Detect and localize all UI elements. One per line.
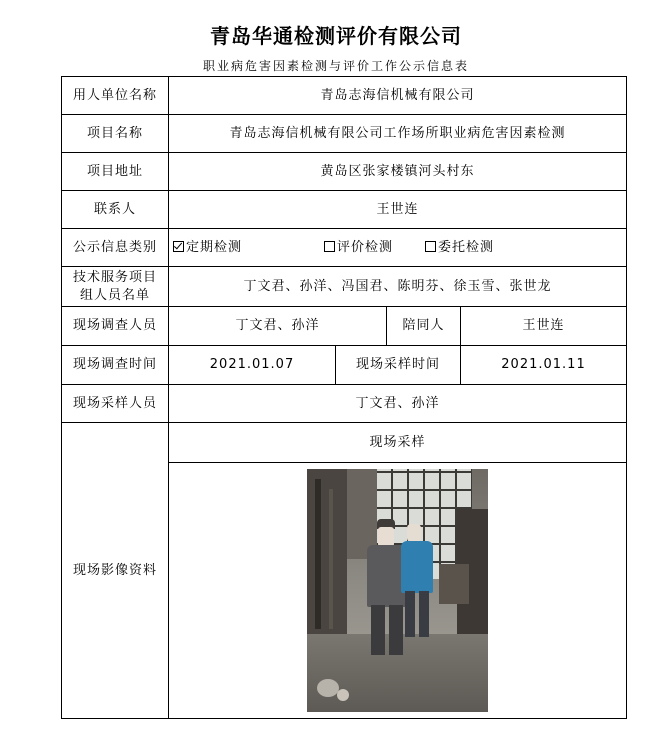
category-row bbox=[62, 229, 627, 267]
contact-value: 王世连 bbox=[169, 191, 627, 229]
document-title: 职业病危害因素检测与评价工作公示信息表 bbox=[202, 59, 469, 73]
option-commissioned-label: 委托检测 bbox=[438, 239, 495, 255]
team-label bbox=[62, 267, 169, 307]
employer-row bbox=[62, 77, 627, 115]
team-label-line2: 组人员名单 bbox=[79, 287, 150, 303]
option-commissioned[interactable] bbox=[425, 239, 494, 257]
project-address-row bbox=[62, 153, 627, 191]
site-sampling-photo bbox=[307, 469, 488, 712]
category-options bbox=[169, 229, 627, 267]
project-address-value: 黄岛区张家楼镇河头村东 bbox=[169, 153, 627, 191]
survey-staff-label: 现场调查人员 bbox=[62, 307, 169, 346]
sampling-staff-value: 丁文君、孙洋 bbox=[169, 385, 627, 423]
contact-label: 联系人 bbox=[62, 191, 169, 229]
sampling-time-value: 2021.01.11 bbox=[461, 346, 627, 385]
team-label-line1: 技术服务项目 bbox=[72, 269, 157, 285]
project-name-row bbox=[62, 115, 627, 153]
employer-value: 青岛志海信机械有限公司 bbox=[169, 77, 627, 115]
survey-staff-value: 丁文君、孙洋 bbox=[169, 307, 387, 346]
checkbox-checked-icon[interactable] bbox=[173, 241, 184, 252]
team-value: 丁文君、孙洋、冯国君、陈明芬、徐玉雪、张世龙 bbox=[169, 267, 627, 307]
option-periodic[interactable] bbox=[173, 239, 242, 257]
project-name-label: 项目名称 bbox=[62, 115, 169, 153]
team-row bbox=[62, 267, 627, 307]
escort-label: 陪同人 bbox=[387, 307, 461, 346]
images-caption: 现场采样 bbox=[169, 423, 627, 463]
option-evaluation[interactable] bbox=[324, 239, 393, 257]
option-periodic-label: 定期检测 bbox=[186, 239, 243, 255]
company-title: 青岛华通检测评价有限公司 bbox=[210, 24, 462, 48]
images-caption-row bbox=[62, 423, 627, 463]
contact-row bbox=[62, 191, 627, 229]
survey-staff-row bbox=[62, 307, 627, 346]
images-label: 现场影像资料 bbox=[62, 423, 169, 719]
sampling-time-label: 现场采样时间 bbox=[336, 346, 461, 385]
sampling-staff-row bbox=[62, 385, 627, 423]
sampling-staff-label: 现场采样人员 bbox=[62, 385, 169, 423]
survey-time-value: 2021.01.07 bbox=[169, 346, 336, 385]
checkbox-unchecked-icon[interactable] bbox=[425, 241, 436, 252]
photo-cell bbox=[169, 463, 627, 719]
project-name-value: 青岛志海信机械有限公司工作场所职业病危害因素检测 bbox=[169, 115, 627, 153]
category-label: 公示信息类别 bbox=[62, 229, 169, 267]
escort-value: 王世连 bbox=[461, 307, 627, 346]
option-evaluation-label: 评价检测 bbox=[337, 239, 394, 255]
time-row bbox=[62, 346, 627, 385]
employer-label: 用人单位名称 bbox=[62, 77, 169, 115]
disclosure-table bbox=[61, 76, 627, 719]
survey-time-label: 现场调查时间 bbox=[62, 346, 169, 385]
checkbox-unchecked-icon[interactable] bbox=[324, 241, 335, 252]
project-address-label: 项目地址 bbox=[62, 153, 169, 191]
